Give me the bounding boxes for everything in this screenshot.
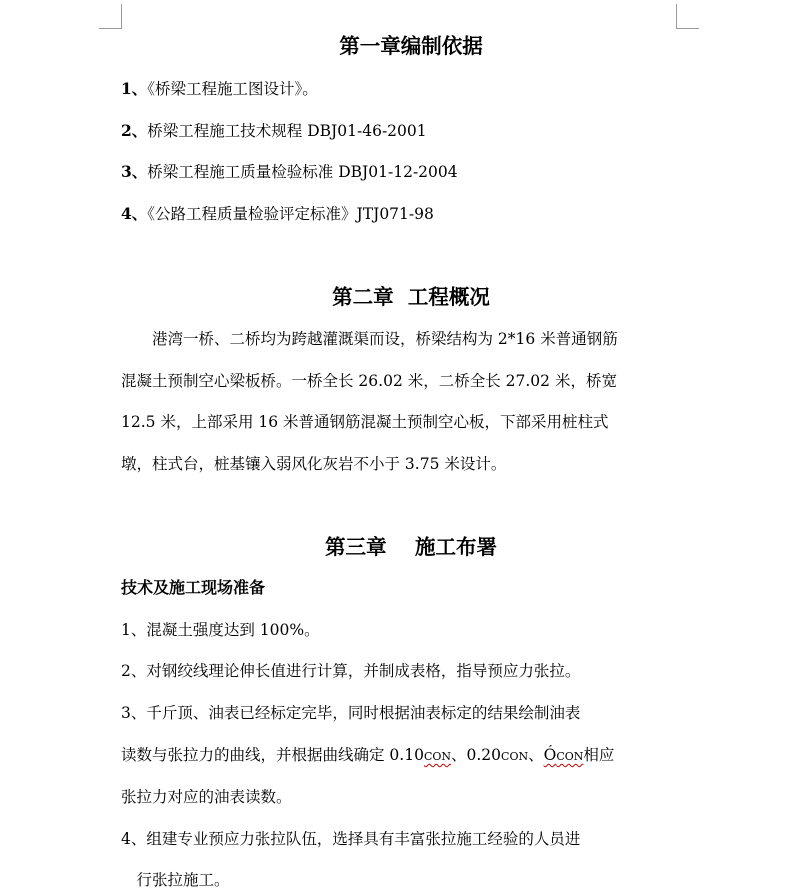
chapter2-paragraph-line-3: 12.5 米，上部采用 16 米普通钢筋混凝土预制空心板，下部采用桩柱式 xyxy=(121,413,609,431)
item-text: 《桥梁工程施工图设计》。 xyxy=(147,80,318,98)
chapter1-title: 第一章编制依据 xyxy=(339,34,483,58)
corner-mark-top-right xyxy=(676,4,699,29)
chapter3-item-1: 1、混凝土强度达到 100%。 xyxy=(121,621,320,639)
chapter3-item-4-line-1: 4、组建专业预应力张拉队伍，选择具有丰富张拉施工经验的人员进 xyxy=(121,830,581,848)
chapter1-item-2 xyxy=(121,121,427,141)
chapter3-subtitle: 技术及施工现场准备 xyxy=(121,578,266,597)
chapter2-paragraph-line-1: 港湾一桥、二桥均为跨越灌溉渠而设，桥梁结构为 2*16 米普通钢筋 xyxy=(121,330,618,348)
chapter2-title: 第二章 工程概况 xyxy=(332,285,490,309)
chapter3-item-3-line-3: 张拉力对应的油表读数。 xyxy=(121,788,292,806)
text-segment: 、0.20 xyxy=(451,746,502,764)
item-number: 2、 xyxy=(121,121,148,140)
item-text: 桥梁工程施工质量检验标准 DBJ01-12-2004 xyxy=(147,163,458,181)
chapter3-item-3-line-2 xyxy=(121,745,614,767)
spellcheck-subscript-con: CON xyxy=(556,750,584,763)
text-segment: 读数与张拉力的曲线，并根据曲线确定 0.10 xyxy=(121,746,424,764)
chapter1-item-3 xyxy=(121,162,458,182)
corner-mark-top-left xyxy=(99,4,122,29)
chapter2-paragraph-line-4: 墩，柱式台，桩基镶入弱风化灰岩不小于 3.75 米设计。 xyxy=(121,455,507,473)
chapter2-paragraph-line-2: 混凝土预制空心梁板桥。一桥全长 26.02 米，二桥全长 27.02 米，桥宽 xyxy=(121,372,617,390)
item-number: 3、 xyxy=(121,162,148,181)
item-text: 桥梁工程施工技术规程 DBJ01-46-2001 xyxy=(147,122,427,140)
chapter3-item-2: 2、对钢绞线理论伸长值进行计算，并制成表格，指导预应力张拉。 xyxy=(121,662,581,680)
item-text: 《公路工程质量检验评定标准》JTJ071-98 xyxy=(147,205,434,223)
subscript-con: CON xyxy=(501,750,529,763)
item-number: 1、 xyxy=(121,79,148,98)
chapter3-title: 第三章 施工布署 xyxy=(324,535,498,559)
chapter3-item-3-line-1: 3、千斤顶、油表已经标定完毕，同时根据油表标定的结果绘制油表 xyxy=(121,704,581,722)
text-segment: 、 xyxy=(528,746,544,764)
item-number: 4、 xyxy=(121,204,148,223)
spellcheck-subscript-con: CON xyxy=(423,750,452,763)
chapter1-item-1 xyxy=(121,79,318,99)
chapter1-item-4 xyxy=(121,204,434,224)
text-segment: 相应 xyxy=(583,746,615,764)
spellcheck-sigma-symbol: Ó xyxy=(543,746,557,764)
chapter3-item-4-line-2: 行张拉施工。 xyxy=(121,871,230,889)
